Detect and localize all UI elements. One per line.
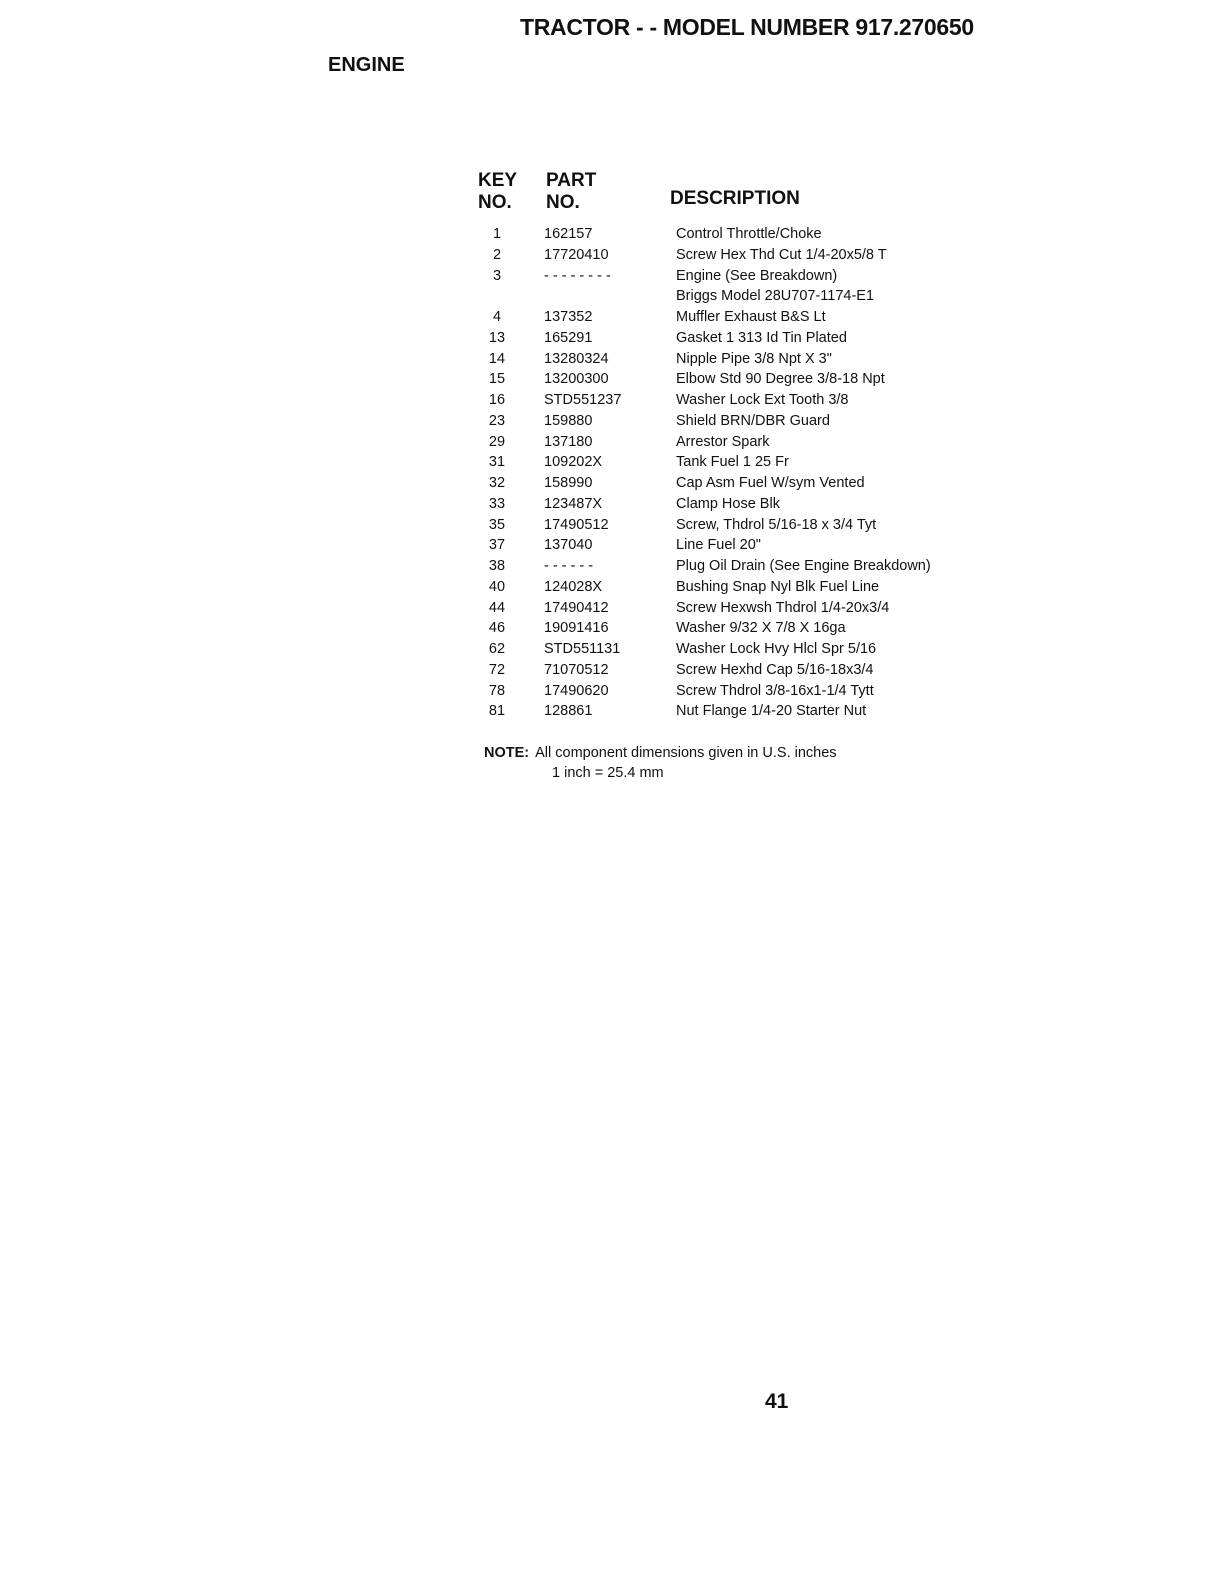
table-row xyxy=(476,660,996,681)
key-no-cell: 32 xyxy=(488,475,506,491)
key-no-cell: 40 xyxy=(488,578,506,595)
note xyxy=(484,743,837,764)
description-cell: Screw Thdrol 3/8-16x1-1/4 Tytt xyxy=(676,682,874,699)
note-line1: All component dimensions given in U.S. inches xyxy=(535,745,837,761)
key-no-cell: 37 xyxy=(488,537,506,554)
part-no-cell: 137040 xyxy=(544,537,593,554)
part-no-cell: 165291 xyxy=(544,329,593,346)
description-cell: Screw Hexwsh Thdrol 1/4-20x3/4 xyxy=(676,599,890,616)
description-header-label: DESCRIPTION xyxy=(670,188,800,209)
description-cell: Screw, Thdrol 5/16-18 x 3/4 Tyt xyxy=(676,516,877,533)
table-row xyxy=(476,618,996,639)
table-row xyxy=(476,411,996,432)
key-no-cell: 23 xyxy=(488,412,506,429)
description-cell: Tank Fuel 1 25 Fr xyxy=(676,454,789,471)
table-row xyxy=(476,701,996,722)
table-row xyxy=(476,473,996,494)
key-no-cell: 15 xyxy=(488,371,506,388)
parts-table xyxy=(476,224,996,722)
note-conversion: 1 inch = 25.4 mm xyxy=(552,765,664,781)
part-no-cell: 162157 xyxy=(544,226,593,242)
key-no-cell: 33 xyxy=(488,495,506,512)
description-cell: Engine (See Breakdown) xyxy=(676,267,838,284)
table-row xyxy=(476,390,996,411)
page-number: 41 xyxy=(765,1390,789,1413)
table-row xyxy=(476,349,996,370)
part-no-cell: 109202X xyxy=(544,454,603,471)
description-cell: Briggs Model 28U707-1174-E1 xyxy=(676,288,875,305)
part-no-header xyxy=(546,170,596,214)
table-row xyxy=(476,432,996,453)
description-cell: Nut Flange 1/4-20 Starter Nut xyxy=(676,703,867,720)
part-no-cell: 158990 xyxy=(544,475,593,491)
description-cell: Washer 9/32 X 7/8 X 16ga xyxy=(676,620,846,637)
key-no-cell: 3 xyxy=(492,267,502,284)
description-cell: Bushing Snap Nyl Blk Fuel Line xyxy=(676,578,880,595)
table-row xyxy=(476,494,996,515)
page-title: TRACTOR - - MODEL NUMBER 917.270650 xyxy=(520,14,974,40)
key-no-header xyxy=(478,170,517,214)
key-no-header-line2: NO. xyxy=(478,192,512,213)
part-no-cell: 17490512 xyxy=(544,516,609,533)
table-row xyxy=(476,639,996,660)
part-no-cell: 13200300 xyxy=(544,371,609,388)
table-row xyxy=(476,452,996,473)
key-no-cell: 16 xyxy=(488,392,506,408)
part-no-cell: - - - - - - xyxy=(544,558,594,574)
part-no-cell: - - - - - - - - xyxy=(544,267,611,284)
part-no-cell: 137352 xyxy=(544,309,593,325)
key-no-cell: 46 xyxy=(488,620,506,637)
part-no-header-line1: PART xyxy=(546,170,597,191)
table-row xyxy=(476,307,996,328)
description-cell: Line Fuel 20" xyxy=(676,537,761,554)
part-no-cell: 159880 xyxy=(544,412,593,429)
key-no-cell: 78 xyxy=(488,682,506,699)
part-no-cell: 19091416 xyxy=(544,620,609,637)
key-no-cell: 14 xyxy=(488,350,506,367)
part-no-cell: STD551131 xyxy=(544,641,621,657)
section-title: ENGINE xyxy=(328,54,405,76)
key-no-cell: 31 xyxy=(488,454,506,471)
part-no-cell: 13280324 xyxy=(544,350,609,367)
key-no-cell: 81 xyxy=(488,703,506,720)
key-no-cell: 38 xyxy=(488,558,506,574)
description-cell: Muffler Exhaust B&S Lt xyxy=(676,309,826,325)
part-no-cell: STD551237 xyxy=(544,392,622,408)
part-no-cell: 137180 xyxy=(544,433,593,450)
part-no-cell: 71070512 xyxy=(544,661,609,678)
key-no-cell: 4 xyxy=(492,309,502,325)
description-cell: Screw Hex Thd Cut 1/4-20x5/8 T xyxy=(676,246,887,263)
table-row xyxy=(476,245,996,266)
table-row xyxy=(476,515,996,536)
key-no-cell: 62 xyxy=(488,641,506,657)
part-no-cell: 17720410 xyxy=(544,246,609,263)
description-cell: Gasket 1 313 Id Tin Plated xyxy=(676,329,847,346)
description-cell: Washer Lock Hvy Hlcl Spr 5/16 xyxy=(676,641,877,657)
description-cell: Washer Lock Ext Tooth 3/8 xyxy=(676,392,849,408)
table-row xyxy=(476,369,996,390)
part-no-cell: 123487X xyxy=(544,495,603,512)
part-no-cell: 124028X xyxy=(544,578,603,595)
description-cell: Nipple Pipe 3/8 Npt X 3" xyxy=(676,350,832,367)
description-cell: Arrestor Spark xyxy=(676,433,770,450)
description-cell: Shield BRN/DBR Guard xyxy=(676,412,830,429)
note-label: NOTE: xyxy=(484,745,530,761)
description-cell: Elbow Std 90 Degree 3/8-18 Npt xyxy=(676,371,885,388)
key-no-cell: 35 xyxy=(488,516,506,533)
table-row xyxy=(476,286,996,307)
description-cell: Plug Oil Drain (See Engine Breakdown) xyxy=(676,558,931,574)
table-row xyxy=(476,577,996,598)
part-no-cell: 17490620 xyxy=(544,682,609,699)
table-row xyxy=(476,266,996,287)
key-no-cell: 72 xyxy=(488,661,506,678)
description-cell: Screw Hexhd Cap 5/16-18x3/4 xyxy=(676,661,874,678)
table-row xyxy=(476,535,996,556)
key-no-cell: 29 xyxy=(488,433,506,450)
description-cell: Cap Asm Fuel W/sym Vented xyxy=(676,475,865,491)
key-no-cell: 44 xyxy=(488,599,506,616)
key-no-cell: 2 xyxy=(492,246,502,263)
key-no-header-line1: KEY xyxy=(478,170,518,191)
part-no-cell: 17490412 xyxy=(544,599,609,616)
table-row xyxy=(476,556,996,577)
part-no-cell: 128861 xyxy=(544,703,593,720)
description-cell: Control Throttle/Choke xyxy=(676,226,822,242)
description-header xyxy=(670,188,800,210)
part-no-header-line2: NO. xyxy=(546,192,580,213)
table-row xyxy=(476,681,996,702)
table-row xyxy=(476,598,996,619)
description-cell: Clamp Hose Blk xyxy=(676,495,780,512)
table-row xyxy=(476,224,996,245)
key-no-cell: 1 xyxy=(492,226,502,242)
table-row xyxy=(476,328,996,349)
key-no-cell: 13 xyxy=(488,329,506,346)
